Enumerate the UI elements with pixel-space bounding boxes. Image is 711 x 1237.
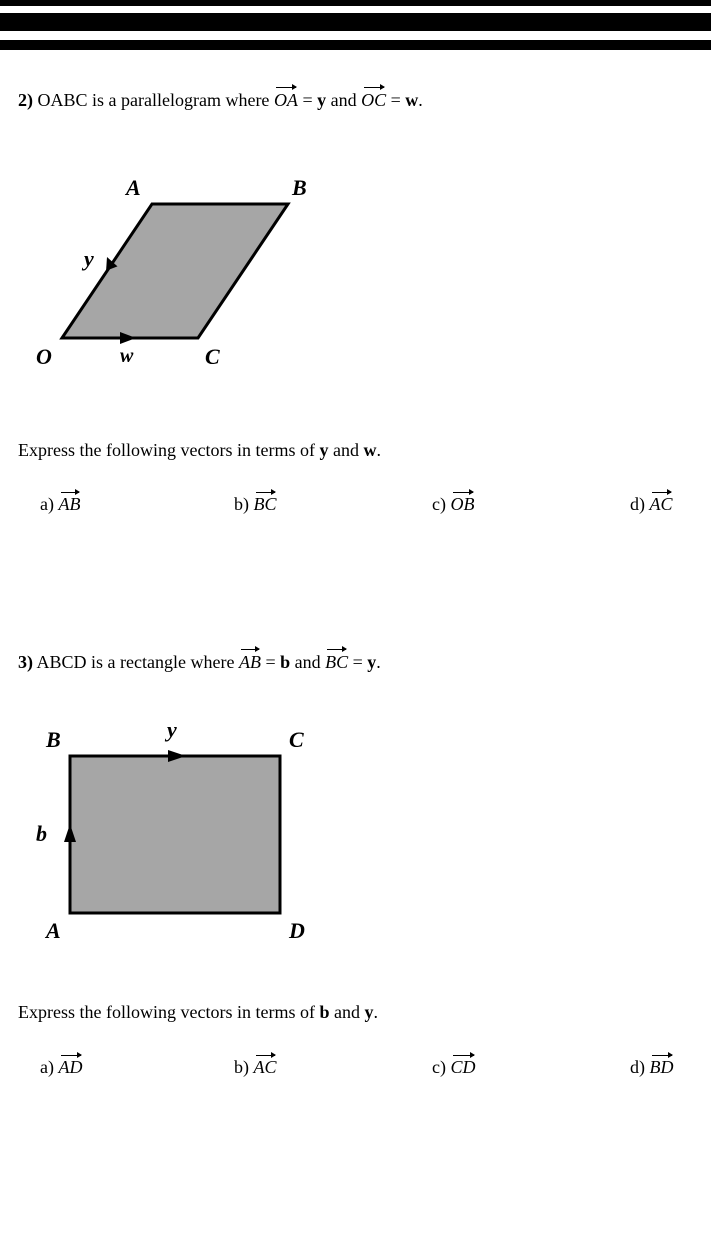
q2-vector-oc: OC <box>361 85 386 111</box>
side-label-b: b <box>36 821 47 846</box>
header-bar-top <box>0 0 711 6</box>
part-vector: OB <box>450 490 474 515</box>
q3-express-and: and <box>333 1002 360 1022</box>
q3-period: . <box>376 652 381 672</box>
q2-part-d <box>630 490 673 515</box>
q3-value-y: y <box>367 652 377 672</box>
vertex-b: B <box>46 727 61 752</box>
vertex-a: A <box>46 918 61 943</box>
q2-number: 2) <box>18 90 33 110</box>
q3-value-b: b <box>280 652 291 672</box>
vertex-o: O <box>36 344 52 369</box>
part-vector: BC <box>254 490 277 515</box>
q2-express-w: w <box>363 440 377 460</box>
vertex-a: A <box>126 175 141 200</box>
parallelogram-diagram <box>0 160 340 380</box>
q2-part-c <box>432 490 474 515</box>
side-label-w: w <box>120 345 134 367</box>
side-label-y: y <box>167 717 177 742</box>
q2-equals-2: = <box>390 90 401 110</box>
q3-express-y: y <box>364 1002 374 1022</box>
q3-express-period: . <box>373 1002 378 1022</box>
q2-part-b <box>234 490 277 515</box>
q2-vector-oa: OA <box>274 85 298 111</box>
q3-intro: ABCD is a rectangle where <box>36 652 235 672</box>
q3-part-d <box>630 1053 674 1078</box>
q2-part-a <box>40 490 80 515</box>
part-vector: AD <box>58 1053 82 1078</box>
part-label: b) <box>234 494 249 514</box>
q3-vector-bc: BC <box>325 647 348 673</box>
part-vector: BD <box>650 1053 674 1078</box>
side-label-y: y <box>84 246 94 271</box>
part-vector: AB <box>58 490 80 515</box>
rectangle-shape <box>70 756 280 913</box>
q2-equals-1: = <box>302 90 313 110</box>
header-bar-middle <box>0 13 711 31</box>
part-label: c) <box>432 1057 446 1077</box>
rectangle-diagram <box>0 715 340 945</box>
vertex-b: B <box>292 175 307 200</box>
q2-statement <box>18 85 423 111</box>
q3-part-b <box>234 1053 277 1078</box>
vertex-d: D <box>289 918 305 943</box>
q2-and: and <box>330 90 357 110</box>
part-vector: AC <box>650 490 673 515</box>
part-label: c) <box>432 494 446 514</box>
q3-express <box>18 1001 378 1023</box>
q2-value-w: w <box>405 90 419 110</box>
parallelogram-shape <box>62 204 288 338</box>
part-vector: AC <box>254 1053 277 1078</box>
q3-equals-1: = <box>265 652 276 672</box>
part-vector: CD <box>450 1053 475 1078</box>
part-label: a) <box>40 494 54 514</box>
q2-express-text: Express the following vectors in terms of <box>18 440 315 460</box>
vertex-c: C <box>205 344 220 369</box>
q2-intro: OABC is a parallelogram where <box>37 90 270 110</box>
q2-express-y: y <box>319 440 329 460</box>
q2-period: . <box>418 90 423 110</box>
q3-number: 3) <box>18 652 33 672</box>
vertex-c: C <box>289 727 304 752</box>
q3-and: and <box>294 652 321 672</box>
q2-express <box>18 439 381 461</box>
q3-equals-2: = <box>352 652 363 672</box>
part-label: b) <box>234 1057 249 1077</box>
q3-part-c <box>432 1053 476 1078</box>
q3-vector-ab: AB <box>239 647 261 673</box>
q2-express-and: and <box>332 440 359 460</box>
q2-value-y: y <box>317 90 327 110</box>
q3-part-a <box>40 1053 82 1078</box>
header-bar-bottom <box>0 40 711 50</box>
q2-express-period: . <box>376 440 381 460</box>
part-label: d) <box>630 494 645 514</box>
part-label: d) <box>630 1057 645 1077</box>
q3-statement <box>18 647 381 673</box>
part-label: a) <box>40 1057 54 1077</box>
q3-express-b: b <box>319 1002 330 1022</box>
q3-express-text: Express the following vectors in terms of <box>18 1002 315 1022</box>
